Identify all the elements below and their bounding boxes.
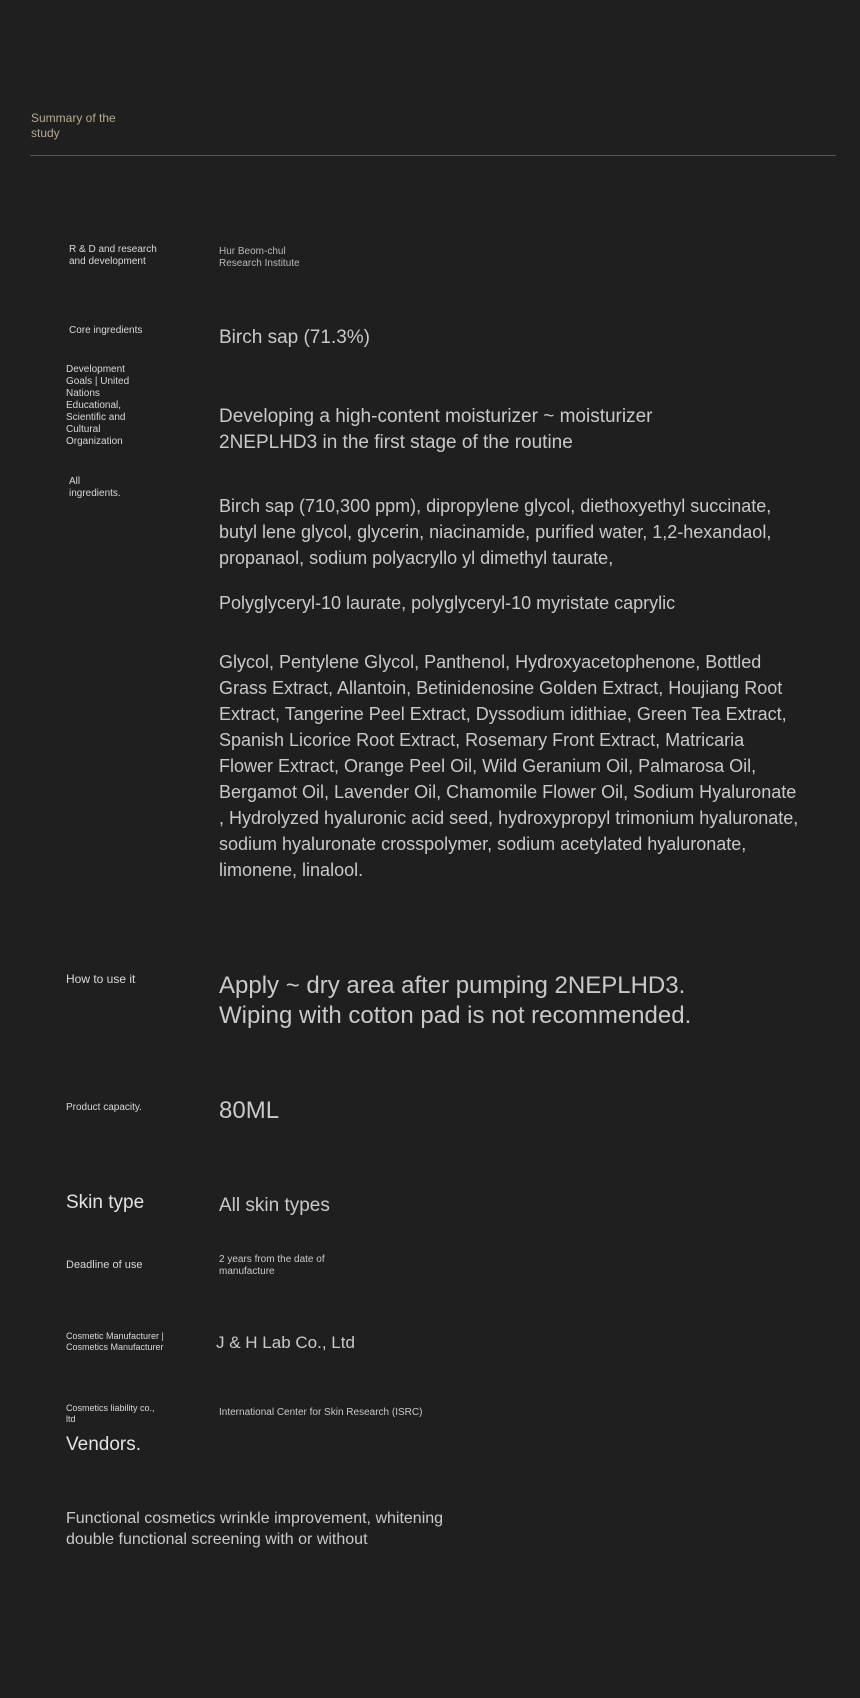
ingredients-paragraph-1: Birch sap (710,300 ppm), dipropylene glycol, diethoxyethyl succinate, butyl lene glycol, glycerin, niacinamide, purified water, 1,2-hexandaol, propanaol, sodium polyacryllo yl dimethyl taurate, <box>219 496 772 568</box>
manufacturer-label: Cosmetic Manufacturer | Cosmetics Manufacturer <box>66 1331 164 1352</box>
rnd-label: R & D and research and development <box>69 244 157 267</box>
capacity-value: 80ML <box>219 1097 280 1124</box>
rnd-value: Hur Beom-chul Research Institute <box>219 246 300 269</box>
core-label: Core ingredients <box>69 325 143 336</box>
liability-value: International Center for Skin Research (ISRC) <box>219 1407 423 1418</box>
section-title: Summary of the study <box>31 111 116 140</box>
liability-label: Cosmetics liability co., ltd <box>66 1403 155 1424</box>
ingredients-label: All ingredients. <box>69 476 121 499</box>
ingredients-paragraph-3: Glycol, Pentylene Glycol, Panthenol, Hydroxyacetophenone, Bottled Grass Extract, Allantoin, Betinidenosine Golden Extract, Houjiang Root Extract, Tangerine Peel Extract, Dyssodium idithiae, Green Tea Extract, Spanish Licorice Root Extract, Rosemary Front Extract, Matricaria Flower Extract, Orange Peel Oil, Wild Geranium Oil, Palmarosa Oil, Bergamot Oil, Lavender Oil, Chamomile Flower Oil, Sodium Hyaluronate , Hydrolyzed hyaluronic acid seed, hydroxypropyl trimonium hyaluronate, sodium hyaluronate crosspolymer, sodium acetylated hyaluronate, limonene, linalool. <box>219 652 799 880</box>
deadline-value: 2 years from the date of manufacture <box>219 1254 325 1277</box>
skin-type-value: All skin types <box>219 1195 330 1216</box>
core-value: Birch sap (71.3%) <box>219 327 371 348</box>
functional-note: Functional cosmetics wrinkle improvement, whitening double functional screening with or without <box>66 1510 444 1548</box>
manufacturer-value: J & H Lab Co., Ltd <box>216 1333 355 1352</box>
ingredients-paragraph-2: Polyglyceryl-10 laurate, polyglyceryl-10 myristate caprylic <box>219 593 676 613</box>
howto-line-2: Wiping with cotton pad is not recommended. <box>219 1002 692 1029</box>
deadline-label: Deadline of use <box>66 1259 143 1271</box>
goals-value: Developing a high-content moisturizer ~ moisturizer 2NEPLHD3 in the first stage of the routine <box>219 406 653 453</box>
skin-type-label: Skin type <box>66 1192 145 1213</box>
howto-label: How to use it <box>66 972 136 986</box>
howto-line-1: Apply ~ dry area after pumping 2NEPLHD3. <box>219 972 686 999</box>
vendors-label: Vendors. <box>66 1434 141 1455</box>
goals-label: Development Goals | United Nations Educational, Scientific and Cultural Organization <box>66 364 130 447</box>
capacity-label: Product capacity. <box>66 1102 142 1113</box>
header-divider <box>30 155 836 156</box>
